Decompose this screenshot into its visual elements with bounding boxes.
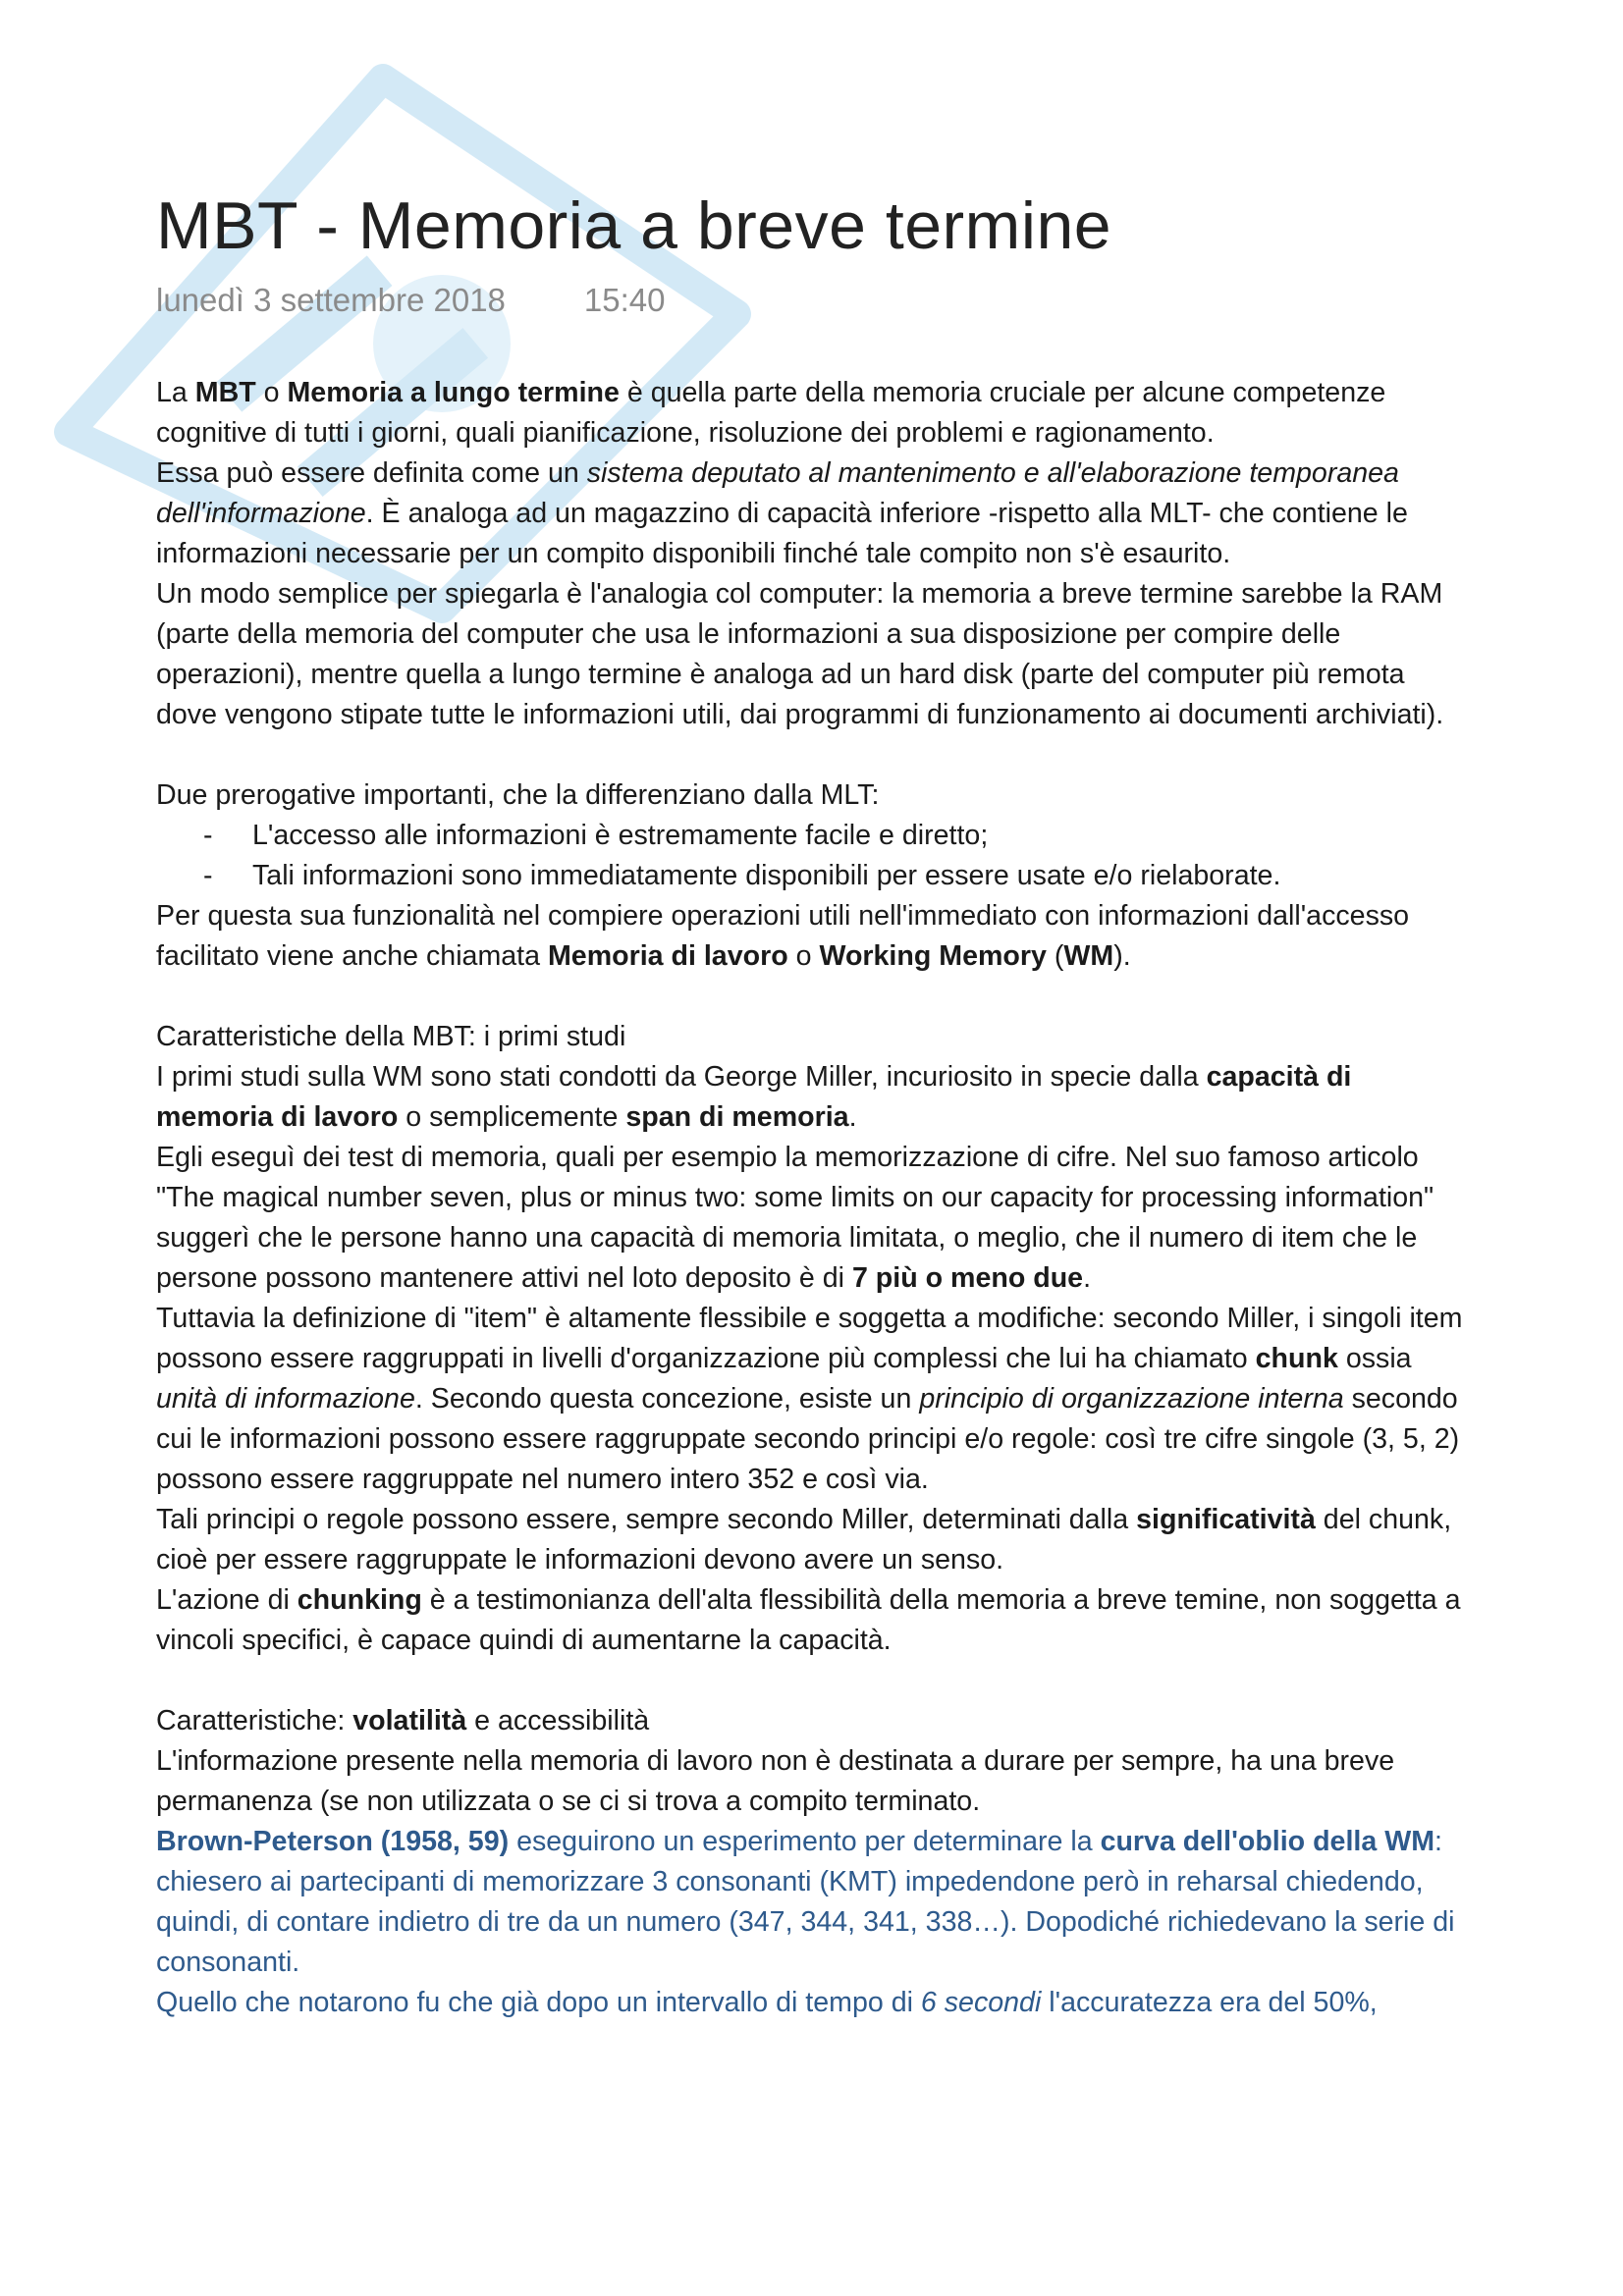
paragraph: Per questa sua funzionalità nel compiere operazioni utili nell'immediato con informazioni dall'accesso facilitato viene anche chiamata Memoria di lavoro o Working Memory (WM). — [156, 900, 1410, 972]
bullet-dash: - — [203, 820, 213, 851]
paragraph: Tali principi o regole possono essere, sempre secondo Miller, determinati dalla significatività del chunk, cioè per essere raggruppate le informazioni devono avere un senso. — [156, 1504, 1452, 1575]
paragraph: Tuttavia la definizione di "item" è altamente flessibile e soggetta a modifiche: secondo Miller, i singoli item possono essere raggruppati in livelli d'organizzazione più complessi che lui ha chiamato chunk ossia unità di informazione. Secondo questa concezione, esiste un principio di organizzazione interna secondo cui le informazioni possono essere raggruppate secondo principi e/o regole: così tre cifre singole (3, 5, 2) possono essere raggruppate nel numero intero 352 e così via. — [156, 1303, 1463, 1495]
document-page — [156, 177, 1472, 2023]
paragraph-highlighted: Quello che notarono fu che già dopo un intervallo di tempo di 6 secondi l'accuratezza era del 50%, — [156, 1987, 1378, 2018]
paragraph: Due prerogative importanti, che la differenziano dalla MLT: — [156, 779, 880, 811]
paragraph: Un modo semplice per spiegarla è l'analogia col computer: la memoria a breve termine sarebbe la RAM (parte della memoria del computer che usa le informazioni a sua disposizione per compire delle operazioni), mentre quella a lungo termine è analoga ad un hard disk (parte del computer più remota dove vengono stipate tutte le informazioni utili, dai programmi di funzionamento ai documenti archiviati). — [156, 578, 1444, 730]
note-date: lunedì 3 settembre 2018 — [156, 282, 506, 318]
paragraph: L'azione di chunking è a testimonianza dell'alta flessibilità della memoria a breve temine, non soggetta a vincoli specifici, è capace quindi di aumentarne la capacità. — [156, 1584, 1461, 1656]
document-body — [156, 373, 1472, 2023]
list-item: - Tali informazioni sono immediatamente disponibili per essere usate e/o rielaborate. — [156, 856, 1472, 896]
list-item: - L'accesso alle informazioni è estremamente facile e diretto; — [156, 816, 1472, 856]
section-heading: Caratteristiche: volatilità e accessibilità — [156, 1705, 650, 1736]
paragraph: L'informazione presente nella memoria di lavoro non è destinata a durare per sempre, ha una breve permanenza (se non utilizzata o se ci si trova a compito terminato. — [156, 1745, 1395, 1817]
bullet-dash: - — [203, 860, 213, 891]
paragraph: I primi studi sulla WM sono stati condotti da George Miller, incuriosito in specie dalla capacità di memoria di lavoro o semplicemente span di memoria. — [156, 1061, 1352, 1133]
paragraph: Essa può essere definita come un sistema deputato al mantenimento e all'elaborazione temporanea dell'informazione. È analoga ad un magazzino di capacità inferiore -rispetto alla MLT- che contiene le informazioni necessarie per un compito disponibili finché tale compito non s'è esaurito. — [156, 457, 1408, 569]
paragraph-highlighted: Brown-Peterson (1958, 59) eseguirono un esperimento per determinare la curva dell'oblio della WM: chiesero ai partecipanti di memorizzare 3 consonanti (KMT) impedendone però in reharsal chiedendo, quindi, di contare indietro di tre da un numero (347, 344, 341, 338…). Dopodiché richiedevano la serie di consonanti. — [156, 1826, 1455, 1978]
note-meta — [156, 279, 1472, 322]
paragraph: Egli eseguì dei test di memoria, quali per esempio la memorizzazione di cifre. Nel suo famoso articolo "The magical number seven, plus or minus two: some limits on our capacity for processing information" suggerì che le persone hanno una capacità di memoria limitata, o meglio, che il numero di item che le persone possono mantenere attivi nel loto deposito è di 7 più o meno due. — [156, 1142, 1434, 1294]
paragraph: La MBT o Memoria a lungo termine è quella parte della memoria cruciale per alcune competenze cognitive di tutti i giorni, quali pianificazione, risoluzione dei problemi e ragionamento. — [156, 377, 1386, 449]
note-time: 15:40 — [583, 282, 666, 318]
section-heading: Caratteristiche della MBT: i primi studi — [156, 1021, 626, 1052]
page-title: MBT - Memoria a breve termine — [156, 188, 1112, 263]
